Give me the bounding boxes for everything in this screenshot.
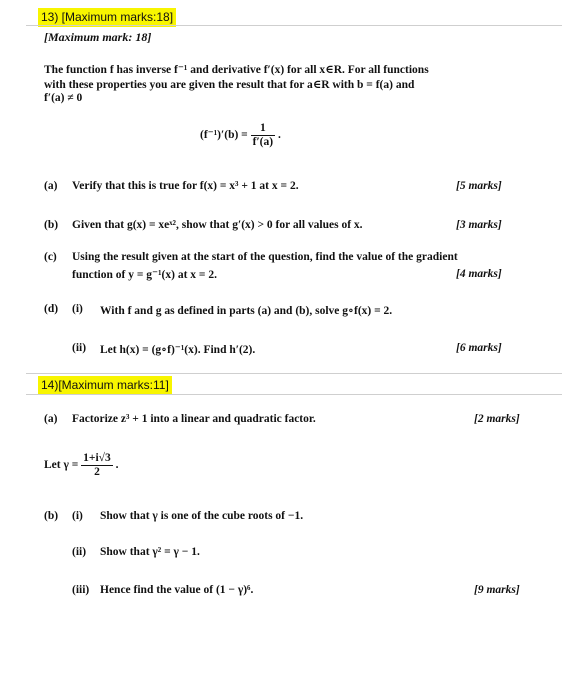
q14-part-a-label: (a) xyxy=(44,413,58,425)
divider xyxy=(26,25,562,26)
intro-line-1: The function f has inverse f⁻¹ and derivative f′(x) for all x∈R. For all functions xyxy=(44,64,429,76)
part-d-label: (d) xyxy=(44,303,59,315)
q14-part-b-i-text: Show that γ is one of the cube roots of −1. xyxy=(100,510,304,522)
formula-fraction xyxy=(251,122,275,149)
gamma-fraction xyxy=(81,452,113,479)
intro-line-3: f′(a) ≠ 0 xyxy=(44,92,83,104)
divider xyxy=(26,373,562,374)
q14-part-b-ii-text: Show that γ² = γ − 1. xyxy=(100,546,200,558)
divider xyxy=(26,394,562,395)
q14-header: 14)[Maximum marks:11] xyxy=(38,376,172,395)
formula-numerator: 1 xyxy=(251,122,275,136)
q14-part-b-label: (b) xyxy=(44,510,59,522)
gamma-definition xyxy=(44,452,118,479)
part-a-label: (a) xyxy=(44,180,58,192)
part-b-text: Given that g(x) = xeˣ², show that g′(x) > 0 for all values of x. xyxy=(72,219,363,231)
gamma-numerator: 1+i√3 xyxy=(83,452,111,464)
part-c-label: (c) xyxy=(44,251,57,263)
part-d-i-text: With f and g as defined in parts (a) and (b), solve g∘f(x) = 2. xyxy=(100,305,393,317)
part-d-ii-label: (ii) xyxy=(72,342,87,354)
q14-part-b-iii-text: Hence find the value of (1 − γ)⁶. xyxy=(100,584,254,596)
part-c-marks: [4 marks] xyxy=(456,268,502,280)
formula-end: . xyxy=(277,129,281,142)
intro-line-2: with these properties you are given the result that for a∈R with b = f(a) and xyxy=(44,79,415,91)
part-a-marks: [5 marks] xyxy=(456,180,502,192)
part-a-text: Verify that this is true for f(x) = x³ + 1 at x = 2. xyxy=(72,180,299,192)
part-d-i-label: (i) xyxy=(72,303,83,315)
part-b-label: (b) xyxy=(44,219,59,231)
formula-denominator: f′(a) xyxy=(252,136,274,148)
part-b-marks: [3 marks] xyxy=(456,219,502,231)
inverse-derivative-formula xyxy=(200,122,281,149)
part-d-marks: [6 marks] xyxy=(456,342,502,354)
q14-part-b-marks: [9 marks] xyxy=(474,584,520,596)
q14-part-b-iii-label: (iii) xyxy=(72,584,90,596)
q14-part-b-i-label: (i) xyxy=(72,510,83,522)
q13-header: 13) [Maximum marks:18] xyxy=(38,8,176,27)
q14-part-b-ii-label: (ii) xyxy=(72,546,87,558)
gamma-end: . xyxy=(115,459,119,472)
part-c-text-2: function of y = g⁻¹(x) at x = 2. xyxy=(72,269,217,281)
q14-part-a-marks: [2 marks] xyxy=(474,413,520,425)
part-d-ii-text: Let h(x) = (g∘f)⁻¹(x). Find h′(2). xyxy=(100,344,256,356)
gamma-denominator: 2 xyxy=(94,466,100,478)
part-c-text-1: Using the result given at the start of the question, find the value of the gradient xyxy=(72,251,458,263)
gamma-let: Let γ = xyxy=(44,459,79,472)
q14-part-a-text: Factorize z³ + 1 into a linear and quadratic factor. xyxy=(72,413,316,425)
formula-lhs: (f⁻¹)′(b) = xyxy=(200,129,248,142)
max-mark-line: [Maximum mark: 18] xyxy=(44,30,152,44)
